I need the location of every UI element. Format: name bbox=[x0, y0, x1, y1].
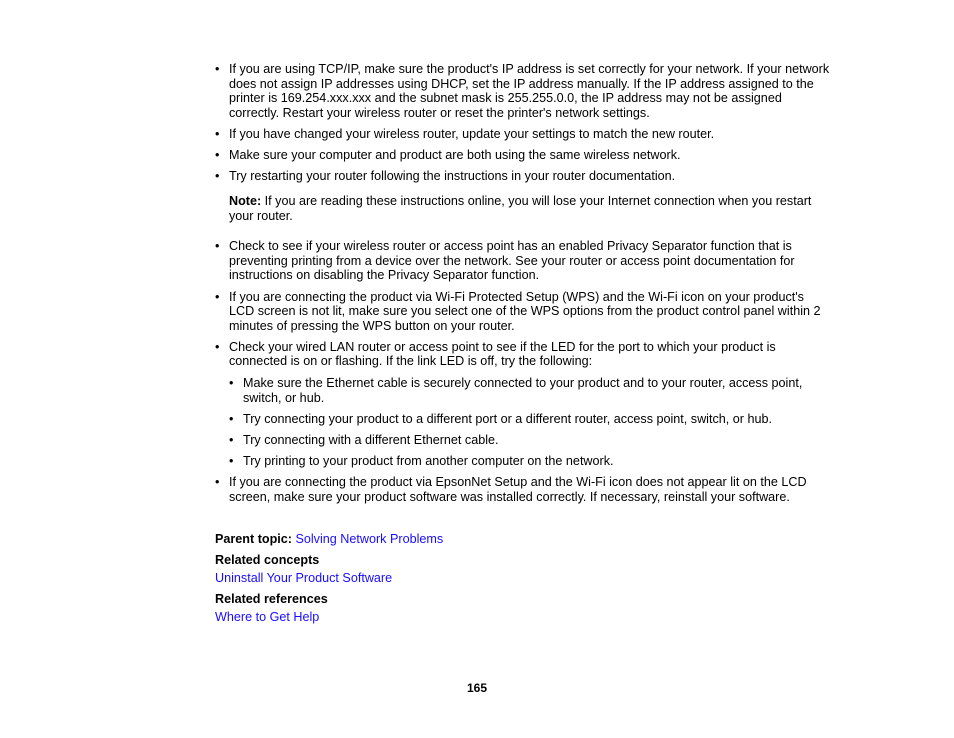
sub-bullet-text: Try connecting with a different Ethernet cable. bbox=[243, 433, 499, 448]
troubleshooting-list bbox=[215, 62, 830, 511]
bullet-text: If you are connecting the product via EpsonNet Setup and the Wi-Fi icon does not appear lit on the LCD screen, make sure your product software was installed correctly. If necessary, reinstall your software. bbox=[229, 475, 807, 504]
bullet-marker: • bbox=[215, 475, 220, 490]
bullet-text: Check your wired LAN router or access point to see if the LED for the port to which your product is connected is on or flashing. If the link LED is off, try the following: bbox=[229, 339, 776, 369]
parent-topic bbox=[215, 532, 835, 547]
sub-list-item bbox=[229, 412, 830, 427]
related-references bbox=[215, 610, 835, 625]
bullet-marker: • bbox=[215, 62, 220, 76]
where-to-get-help-link[interactable]: Where to Get Help bbox=[215, 610, 320, 624]
bullet-marker: • bbox=[215, 169, 220, 184]
bullet-marker: • bbox=[215, 239, 220, 254]
bullet-marker: • bbox=[215, 148, 220, 163]
list-item bbox=[215, 239, 830, 283]
list-item bbox=[215, 62, 830, 120]
bullet-text: If you have changed your wireless router, update your settings to match the new router. bbox=[229, 126, 715, 141]
related-references-heading: Related references bbox=[215, 592, 328, 606]
related-concepts-heading: Related concepts bbox=[215, 553, 320, 567]
list-item bbox=[215, 127, 830, 142]
bullet-text: Make sure your computer and product are both using the same wireless network. bbox=[229, 148, 681, 163]
list-item bbox=[215, 169, 830, 223]
bullet-text: If you are using TCP/IP, make sure the product's IP address is set correctly for your network. If your network does not assign IP addresses using DHCP, set the IP address manually. If the IP address assigned to the printer is 169.254.xxx.xxx and the subnet mask is 255.255.0.0, the IP address may not be assigned correctly. Restart your wireless router or reset the printer's network settings. bbox=[229, 62, 830, 120]
page-number: 165 bbox=[466, 681, 488, 695]
list-item bbox=[215, 148, 830, 163]
bullet-text: Try restarting your router following the instructions in your router documentation. bbox=[229, 169, 676, 184]
wired-lan-sublist bbox=[229, 376, 830, 469]
bullet-marker: • bbox=[229, 411, 234, 426]
related-concepts bbox=[215, 571, 835, 586]
sub-list-item bbox=[229, 454, 830, 469]
list-item bbox=[215, 290, 830, 334]
bullet-marker: • bbox=[229, 454, 234, 469]
bullet-marker: • bbox=[229, 433, 234, 448]
sub-list-item bbox=[229, 376, 830, 405]
note-text: If you are reading these instructions online, you will lose your Internet connection when you restart your router. bbox=[229, 193, 812, 223]
bullet-marker: • bbox=[215, 289, 220, 304]
parent-topic-link[interactable]: Solving Network Problems bbox=[295, 532, 444, 546]
parent-topic-label: Parent topic: bbox=[215, 532, 292, 546]
bullet-text: If you are connecting the product via Wi-Fi Protected Setup (WPS) and the Wi-Fi icon on your product's LCD screen is not lit, make sure you select one of the WPS options from the product control panel within 2 minutes of pressing the WPS button on your router. bbox=[229, 289, 821, 333]
bullet-text: Check to see if your wireless router or access point has an enabled Privacy Separator function that is preventing printing from a device over the network. See your router or access point documentation for instructions on disabling the Privacy Separator function. bbox=[229, 239, 795, 283]
note-label: Note: bbox=[229, 193, 262, 208]
sub-bullet-text: Try printing to your product from another computer on the network. bbox=[243, 454, 614, 469]
list-item bbox=[215, 475, 830, 504]
sub-bullet-text: Try connecting your product to a different port or a different router, access point, switch, or hub. bbox=[243, 411, 772, 426]
bullet-marker: • bbox=[215, 339, 220, 354]
sub-list-item bbox=[229, 433, 830, 448]
sub-bullet-text: Make sure the Ethernet cable is securely connected to your product and to your router, access point, switch, or hub. bbox=[243, 376, 803, 405]
bullet-marker: • bbox=[215, 126, 220, 141]
note bbox=[229, 194, 830, 223]
uninstall-software-link[interactable]: Uninstall Your Product Software bbox=[215, 571, 393, 585]
list-item bbox=[215, 340, 830, 469]
bullet-marker: • bbox=[229, 376, 234, 391]
